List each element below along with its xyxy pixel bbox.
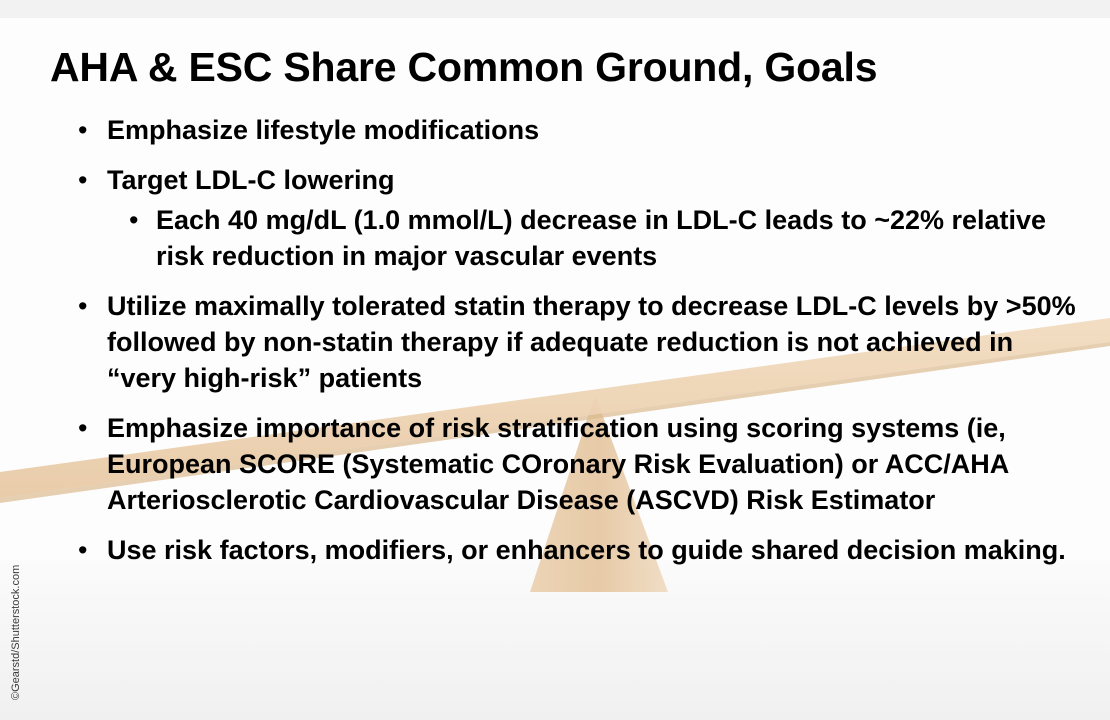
bullet-item: [78, 162, 1088, 274]
sub-bullet-text: Each 40 mg/dL (1.0 mmol/L) decrease in LDL-C leads to ~22% relative risk reduction in major vascular events: [156, 205, 1047, 271]
bullet-item: [78, 532, 1088, 568]
sub-bullet-item: [129, 202, 1088, 274]
bullet-list: [78, 112, 1088, 582]
bullet-item: [78, 112, 1088, 148]
sub-bullet-list: [107, 202, 1088, 274]
bullet-text: Use risk factors, modifiers, or enhancers to guide shared decision making.: [107, 535, 1066, 565]
bullet-item: [78, 410, 1088, 518]
bullet-text: Target LDL-C lowering: [107, 165, 395, 195]
bullet-item: [78, 288, 1088, 396]
slide-title: AHA & ESC Share Common Ground, Goals: [50, 44, 878, 90]
bullet-text: Emphasize lifestyle modifications: [107, 115, 540, 145]
image-credit: ©Gearstd/Shutterstock.com: [10, 564, 22, 700]
bullet-text: Utilize maximally tolerated statin therapy to decrease LDL-C levels by >50% followed by non-statin therapy if adequate reduction is not achieved in “very high-risk” patients: [107, 291, 1076, 393]
bullet-text: Emphasize importance of risk stratification using scoring systems (ie, European SCORE (Systematic COronary Risk Evaluation) or ACC/AHA Arteriosclerotic Cardiovascular Disease (ASCVD) Risk Estimator: [107, 413, 1009, 515]
